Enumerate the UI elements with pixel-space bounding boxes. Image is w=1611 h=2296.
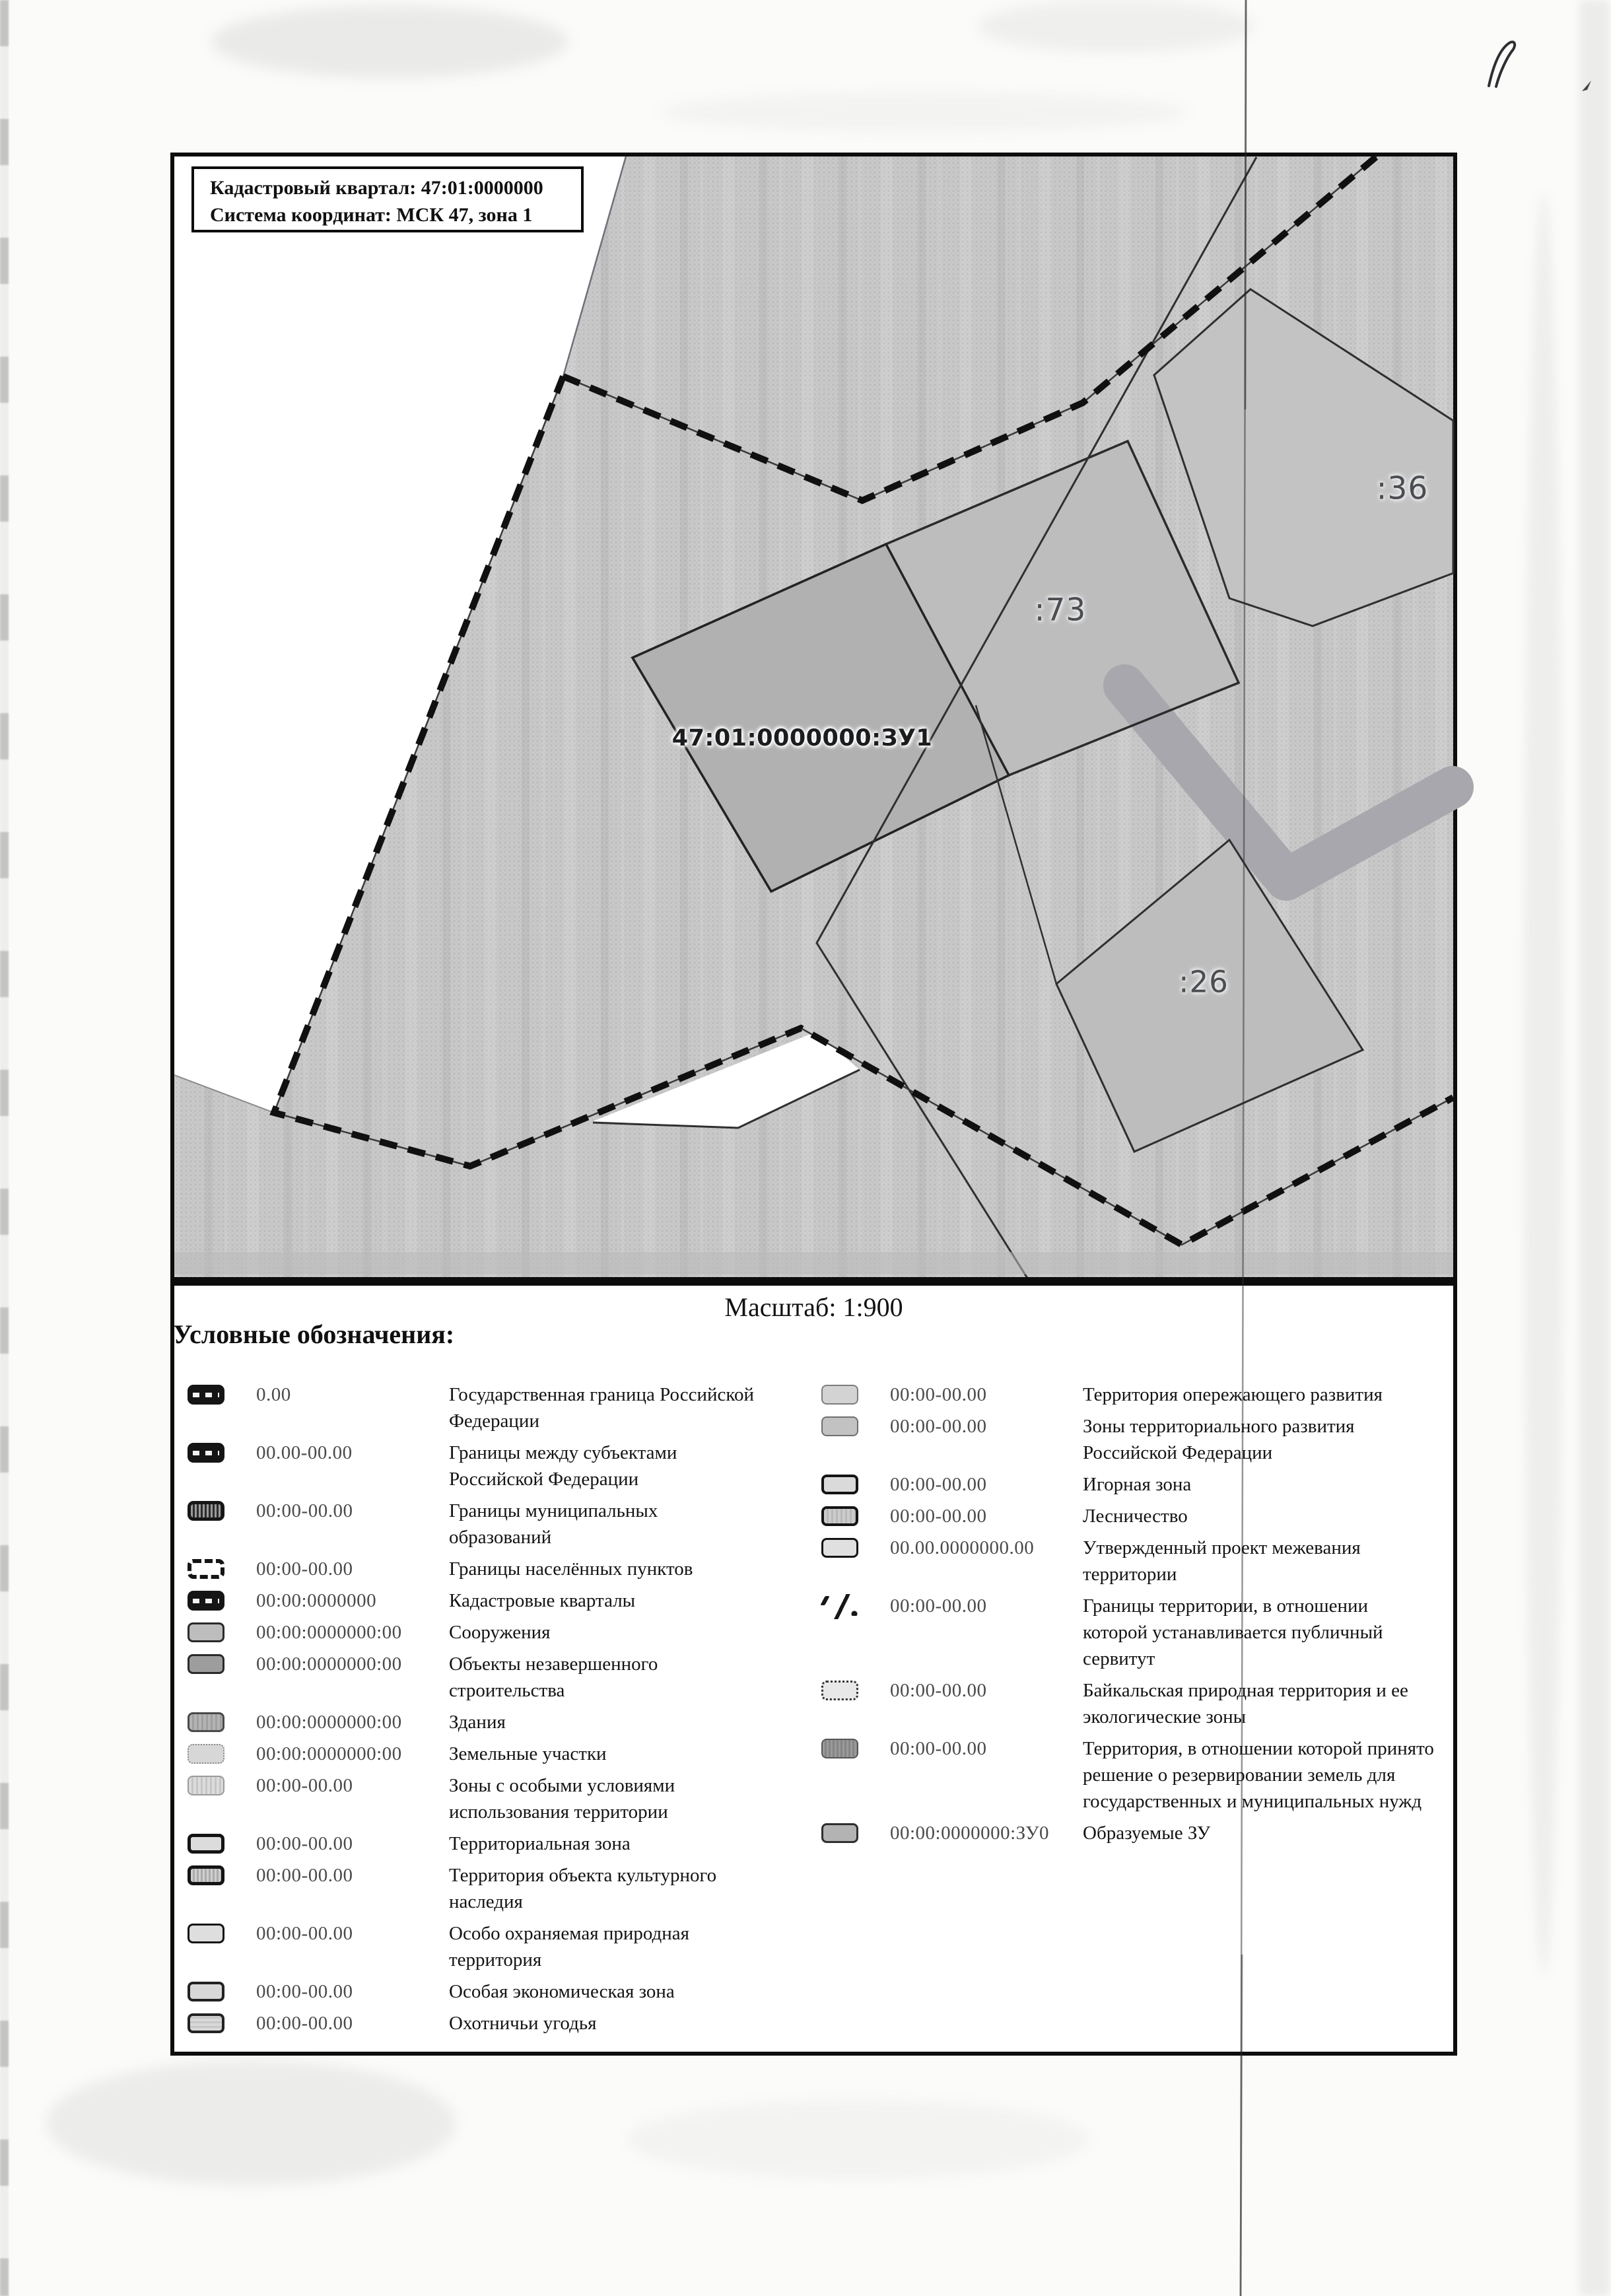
legend-swatch: [188, 1591, 224, 1611]
legend-label: Утвержденный проект межевания территории: [1083, 1537, 1361, 1585]
legend-swatch: [821, 1823, 858, 1843]
parcel-label-36: :36: [1376, 470, 1429, 507]
legend-code: 00:00:0000000:00: [256, 1712, 402, 1733]
legend-code: 00:00-00.00: [890, 1416, 987, 1437]
legend-swatch: [188, 1654, 224, 1674]
legend-swatch: [188, 1865, 224, 1885]
legend-swatch: [821, 1596, 858, 1616]
legend-label: Территория опережающего развития: [1083, 1384, 1383, 1405]
legend-code: 00:00:0000000:00: [256, 1653, 402, 1675]
legend-row: [821, 1535, 1435, 1587]
legend-row: [188, 1587, 759, 1614]
legend-title: Условные обозначения:: [173, 1319, 455, 1349]
legend-column-left: [188, 1381, 759, 2042]
legend-swatch: [188, 1501, 224, 1521]
legend-code: 00:00-00.00: [256, 1981, 353, 2002]
legend-row: [188, 2010, 759, 2036]
legend-row: [188, 1862, 759, 1915]
legend-row: [188, 1772, 759, 1825]
legend-row: [188, 1498, 759, 1550]
legend-code: 00.00-00.00: [256, 1442, 353, 1463]
legend-label: Кадастровые кварталы: [449, 1590, 636, 1611]
legend-row: [188, 1978, 759, 2005]
legend-code: 00:00-00.00: [890, 1506, 987, 1527]
legend-row: [821, 1735, 1435, 1815]
parcel-label-26: :26: [1179, 964, 1229, 1000]
legend-label: Игорная зона: [1083, 1474, 1192, 1495]
legend-row: [821, 1593, 1435, 1672]
coordinate-system-line: Система координат: МСК 47, зона 1: [210, 203, 533, 226]
legend-label: Лесничество: [1083, 1506, 1188, 1527]
legend-row: [821, 1471, 1435, 1498]
legend-label: Земельные участки: [449, 1743, 607, 1764]
legend-row: [821, 1677, 1435, 1730]
legend-label: Территориальная зона: [449, 1833, 631, 1854]
legend-label: Охотничьи угодья: [449, 2013, 597, 2034]
legend-code: 00:00:0000000:00: [256, 1622, 402, 1643]
legend-row: [821, 1820, 1435, 1846]
legend-row: [188, 1920, 759, 1973]
legend-swatch: [188, 1559, 224, 1579]
legend-label: Границы между субъектами Российской Федерации: [449, 1442, 677, 1490]
scan-fold-line: [1245, 0, 1246, 409]
legend-code: 00:00-00.00: [890, 1595, 987, 1617]
legend-row: [188, 1556, 759, 1582]
legend-code: 00:00-00.00: [890, 1738, 987, 1759]
legend-code: 00.00.0000000.00: [890, 1537, 1035, 1558]
legend-label: Границы муниципальных образований: [449, 1500, 658, 1548]
legend-swatch: [821, 1475, 858, 1494]
parcel-label-zu1: 47:01:0000000:ЗУ1: [671, 725, 933, 751]
legend-swatch: [188, 1982, 224, 2001]
legend-label: Зоны территориального развития Российской Федерации: [1083, 1416, 1355, 1463]
legend-swatch: [821, 1681, 858, 1700]
legend-column-right: [821, 1381, 1435, 1852]
legend-label: Зоны с особыми условиями использования территории: [449, 1775, 675, 1823]
legend-row: [188, 1741, 759, 1767]
legend-code: 00:00-00.00: [256, 1500, 353, 1521]
parcel-label-73: :73: [1034, 592, 1087, 629]
legend-label: Особо охраняемая природная территория: [449, 1923, 690, 1970]
legend-code: 00:00:0000000:00: [256, 1743, 402, 1764]
legend-swatch: [821, 1538, 858, 1558]
legend-row: [821, 1503, 1435, 1529]
legend-swatch: [188, 1776, 224, 1795]
legend-code: 00:00-00.00: [890, 1384, 987, 1405]
legend-label: Территория объекта культурного наследия: [449, 1865, 717, 1912]
legend-swatch: [188, 1834, 224, 1854]
legend-label: Здания: [449, 1712, 506, 1733]
legend-code: 00:00-00.00: [256, 1833, 353, 1854]
legend-code: 00:00-00.00: [256, 1923, 353, 1944]
legend-row: [821, 1381, 1435, 1408]
legend-label: Сооружения: [449, 1622, 551, 1643]
legend-swatch: [821, 1416, 858, 1436]
legend-code: 00:00-00.00: [890, 1474, 987, 1495]
legend-row: [188, 1651, 759, 1704]
legend-code: 00:00-00.00: [256, 1775, 353, 1796]
legend-swatch: [188, 1443, 224, 1463]
legend-swatch: [821, 1506, 858, 1526]
legend-swatch: [188, 1924, 224, 1943]
legend-row: [821, 1413, 1435, 1466]
legend-label: Территория, в отношении которой принято решение о резервировании земель для государственных и муниципальных нужд: [1083, 1738, 1434, 1812]
legend-code: 00:00:0000000: [256, 1590, 377, 1611]
legend-row: [188, 1830, 759, 1857]
pen-mark: [1489, 42, 1515, 87]
legend-code: 00:00-00.00: [890, 1680, 987, 1701]
cadastral-quarter-line: Кадастровый квартал: 47:01:0000000: [210, 177, 543, 199]
legend-label: Государственная граница Российской Федерации: [449, 1384, 755, 1432]
legend-swatch: [188, 1385, 224, 1405]
legend-row: [188, 1440, 759, 1492]
legend-label: Образуемые ЗУ: [1083, 1823, 1211, 1844]
legend-code: 00:00-00.00: [256, 1865, 353, 1886]
legend-code: 0.00: [256, 1384, 291, 1405]
legend-swatch: [188, 2013, 224, 2033]
legend-label: Особая экономическая зона: [449, 1981, 675, 2002]
legend-swatch: [188, 1622, 224, 1642]
map-info-box: [191, 166, 584, 232]
legend-row: [188, 1381, 759, 1434]
legend-label: Границы территории, в отношении которой устанавливается публичный сервитут: [1083, 1595, 1383, 1669]
map-scale: Масштаб: 1:900: [724, 1292, 903, 1322]
legend-code: 00:00-00.00: [256, 1558, 353, 1580]
scan-fold-line: [1241, 1955, 1242, 2296]
legend-label: Байкальская природная территория и ее экологические зоны: [1083, 1680, 1408, 1727]
legend-swatch: [188, 1744, 224, 1764]
pen-mark: [1582, 81, 1591, 91]
legend-swatch: [188, 1712, 224, 1732]
legend-code: 00:00-00.00: [256, 2013, 353, 2034]
map-bottom-band: [174, 1252, 1453, 1274]
map-bottom-rule: [170, 1277, 1457, 1286]
legend-label: Границы населённых пунктов: [449, 1558, 693, 1580]
legend-row: [188, 1619, 759, 1646]
legend-swatch: [821, 1385, 858, 1405]
legend-code: 00:00:0000000:ЗУ0: [890, 1823, 1050, 1844]
legend-swatch: [821, 1739, 858, 1758]
legend-label: Объекты незавершенного строительства: [449, 1653, 658, 1701]
legend-row: [188, 1709, 759, 1735]
